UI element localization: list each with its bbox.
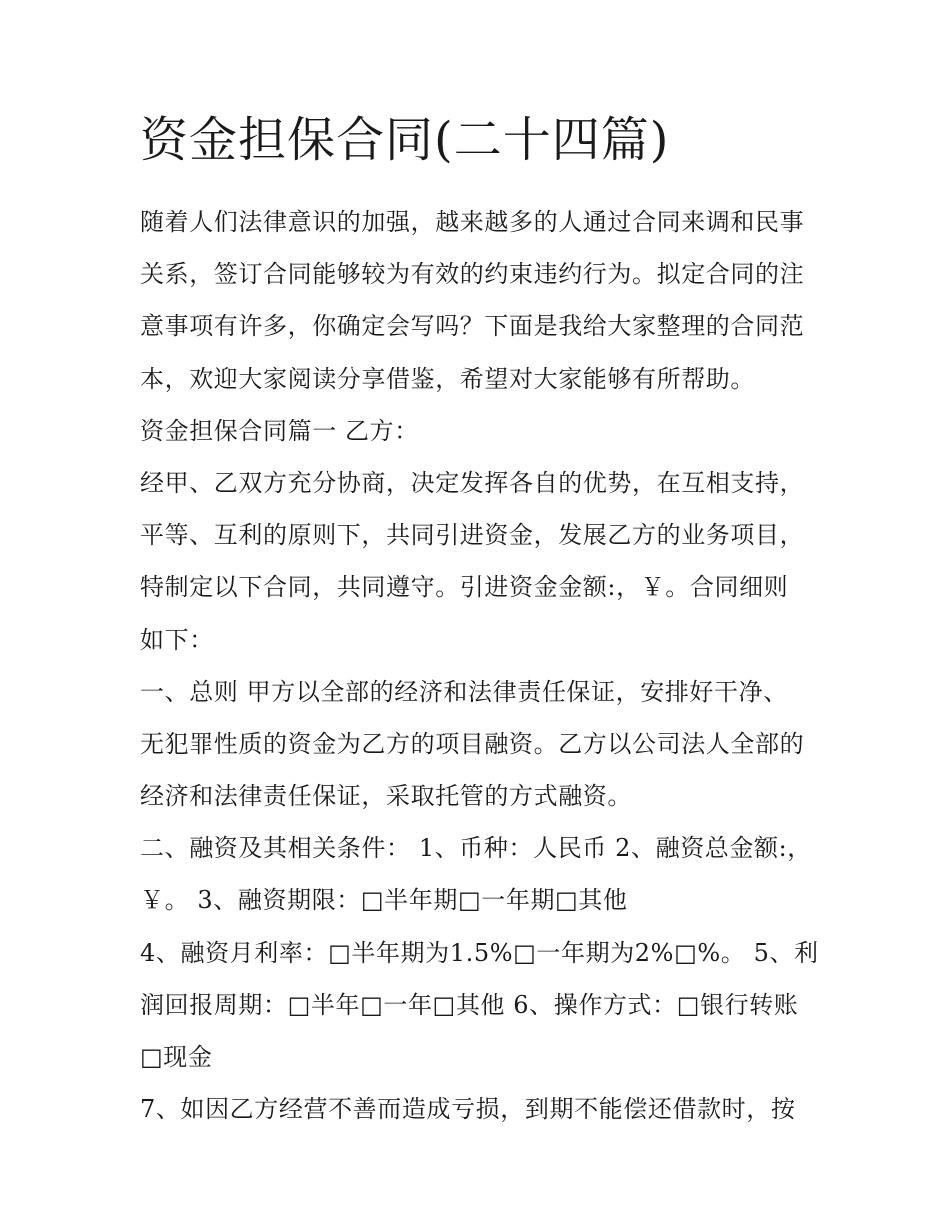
text-line: ￥。 3、融资期限：□半年期□一年期□其他 bbox=[140, 886, 628, 915]
text-line: 无犯罪性质的资金为乙方的项目融资。乙方以公司法人全部的 bbox=[140, 729, 805, 758]
text-line: 经甲、乙双方充分协商，决定发挥各自的优势，在互相支持， bbox=[140, 468, 805, 497]
text-line: 意事项有许多，你确定会写吗？下面是我给大家整理的合同范 bbox=[140, 312, 805, 341]
clause-line: 4、融资月利率：□半年期为1.5%□一年期为2%□%。 5、利 bbox=[140, 938, 819, 967]
text-line: 本，欢迎大家阅读分享借鉴，希望对大家能够有所帮助。 bbox=[140, 364, 755, 393]
text-line: 特制定以下合同，共同遵守。引进资金金额:，￥。合同细则 bbox=[140, 573, 789, 602]
document-title: 资金担保合同(二十四篇) bbox=[140, 112, 670, 168]
text-line: □现金 bbox=[140, 1043, 213, 1071]
text-line: 平等、互利的原则下，共同引进资金，发展乙方的业务项目， bbox=[140, 521, 805, 550]
text-line: 如下： bbox=[140, 625, 214, 654]
text-line: 润回报周期：□半年□一年□其他 6、操作方式：□银行转账 bbox=[140, 990, 799, 1019]
section-heading: 资金担保合同篇一 乙方： bbox=[140, 416, 419, 445]
text-line: 随着人们法律意识的加强，越来越多的人通过合同来调和民事 bbox=[140, 208, 805, 236]
clause-line: 二、融资及其相关条件： 1、币种：人民币 2、融资总金额:， bbox=[140, 834, 812, 863]
document-body bbox=[140, 196, 820, 1135]
text-line: 关系，签订合同能够较为有效的约束违约行为。拟定合同的注 bbox=[140, 260, 805, 289]
clause-line: 一、总则 甲方以全部的经济和法律责任保证，安排好干净、 bbox=[140, 677, 788, 706]
text-line: 经济和法律责任保证，采取托管的方式融资。 bbox=[140, 782, 632, 811]
clause-line: 7、如因乙方经营不善而造成亏损，到期不能偿还借款时，按 bbox=[140, 1095, 796, 1124]
